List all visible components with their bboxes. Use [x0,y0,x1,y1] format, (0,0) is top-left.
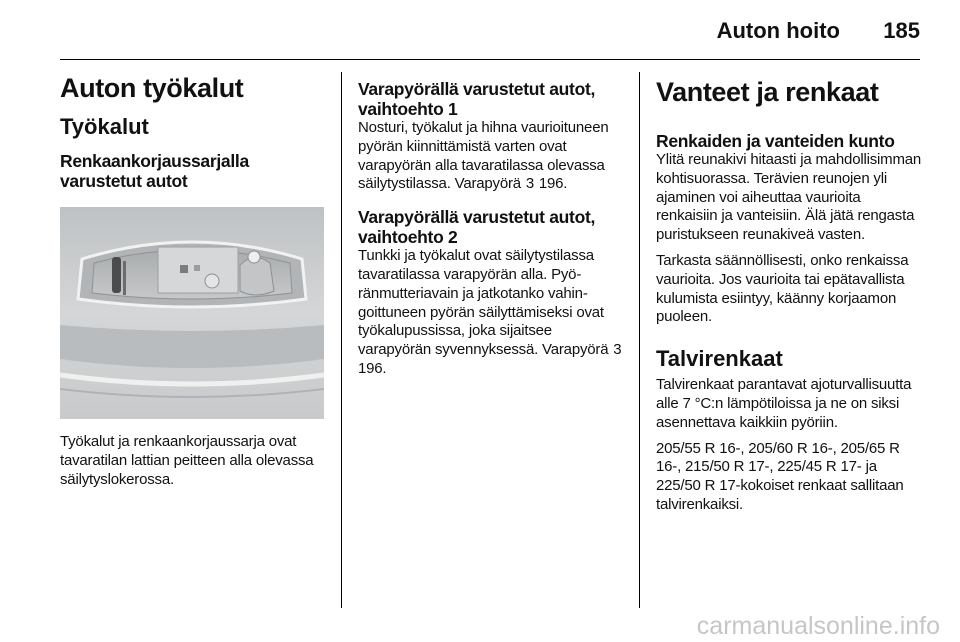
heading-spare-wheel-option-2: Varapyörällä varustetut autot, vaihtoehto 2 [358,207,596,248]
text-tyre-condition-2: Tarkasta säännöllisesti, onko renkaissa vaurioita. Jos vaurioita tai epätavallista kulumista esiintyy, käänny korjaamon puoleen. [656,251,909,326]
heading-spare-wheel-option-1: Varapyörällä varustetut autot, vaihtoehto 1 [358,79,596,119]
section-title-wheels-tyres: Vanteet ja renkaat [656,77,879,107]
column-3 [656,72,924,515]
column-divider-2 [639,72,640,608]
heading-tyre-condition: Renkaiden ja vanteiden kunto [656,131,895,151]
text-spare-wheel-option-1: Nosturi, työkalut ja hihna vaurioituneen pyörän kiinnittämistä varten ovat varapyörän alla tavaratilassa olevassa säilytystilassa. Varapyörä 3 196. [358,119,609,193]
text-spare-wheel-option-2: Tunkki ja työkalut ovat säilytystilassa tavaratilassa varapyörän alla. Pyöränmutteriavain ja jatkotanko vahingoittuneen pyörän säilyttämiseksi ovat työkalupussissa, joka sijaitsee varapyörän syvennyksessä. Varapyörä 3 196. [358,247,622,377]
heading-winter-tyres: Talvirenkaat [656,346,783,372]
text-winter-tyres-sizes: 205/55 R 16-, 205/60 R 16-, 205/65 R 16-, 215/50 R 17-, 225/45 R 17- ja 225/50 R 17-kokoiset renkaat sallitaan talvirenkaiksi. [656,439,904,513]
heading-repair-kit: Renkaankorjaussarjalla varustetut autot [60,151,249,191]
section-title-tools: Auton työkalut [60,73,244,103]
photo-caption: Työkalut ja renkaankorjaussarja ovat tavaratilan lattian peitteen alla olevassa säilytyslokerossa. [60,433,314,488]
header-divider [60,59,920,60]
subtitle-tools: Työkalut [60,114,149,139]
text-tyre-condition-1: Ylitä reunakivi hitaasti ja mahdollisimman kohtisuorassa. Terävien reunojen yli ajaminen voi aiheuttaa vaurioita renkaisiin ja vanteisiin. Älä jätä rengasta puristukseen reunakiveä vasten. [656,151,922,244]
reference-arrow-icon: 3 [525,175,534,193]
watermark: carmanualsonline.info [696,612,940,640]
running-header-title: Auton hoito [716,18,840,43]
column-divider-1 [341,72,342,608]
page-number: 185 [883,18,920,43]
trunk-storage-photo [60,207,324,419]
column-2 [358,72,623,379]
text-winter-tyres-1: Talvirenkaat parantavat ajoturvallisuutta alle 7 °C:n lämpötiloissa ja ne on siksi asennettava kaikkiin pyöriin. [656,376,912,431]
column-1 [60,72,324,489]
reference-arrow-icon: 3 [613,341,622,359]
